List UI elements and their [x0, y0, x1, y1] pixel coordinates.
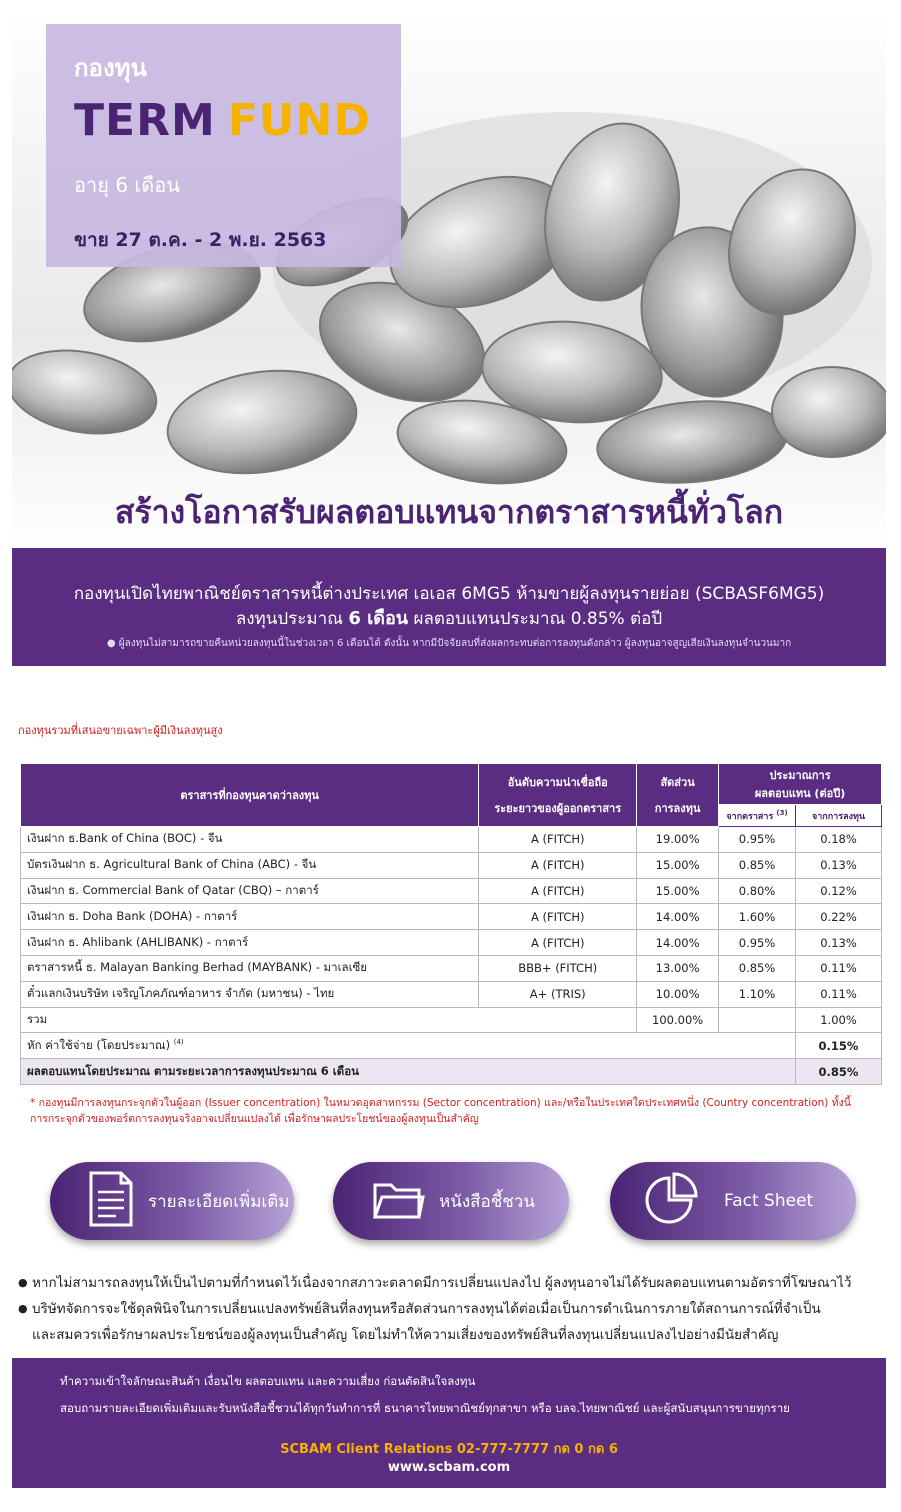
invest-label: ลงทุนประมาณ	[235, 609, 343, 629]
portfolio-table	[20, 763, 882, 1085]
disclaimer-item: ● หากไม่สามารถลงทุนให้เป็นไปตามที่กำหนดไว้เนื่องจากสภาวะตลาดมีการเปลี่ยนแปลงไป ผู้ลงทุนอาจไม่ได้รับผลตอบแทนตามอัตราที่โฆษณาไว้	[18, 1270, 888, 1296]
table-row	[21, 827, 882, 853]
th-from-instrument	[719, 805, 796, 827]
fund-summary-band	[12, 548, 886, 666]
cell-rating: A (FITCH)	[479, 904, 637, 930]
cell-ratio: 14.00%	[637, 904, 719, 930]
pie-chart-icon	[644, 1172, 698, 1230]
return-label: ผลตอบแทนประมาณ	[413, 609, 566, 629]
cell-rating: BBB+ (FITCH)	[479, 955, 637, 981]
th-ratio	[637, 764, 719, 827]
total-label: รวม	[21, 1007, 637, 1033]
th-rating	[479, 764, 637, 827]
th-return	[719, 764, 882, 805]
expense-label-cell	[21, 1033, 796, 1059]
final-return-row	[21, 1059, 882, 1085]
details-button[interactable]	[50, 1162, 294, 1240]
th-from-instrument-note: (3)	[776, 808, 788, 817]
table-row	[21, 930, 882, 956]
fund-age: อายุ 6 เดือน	[74, 173, 180, 197]
cell-name: เงินฝาก ธ. Commercial Bank of Qatar (CBQ) – กาตาร์	[21, 878, 479, 904]
cell-ratio: 15.00%	[637, 852, 719, 878]
cell-ratio: 15.00%	[637, 878, 719, 904]
expense-row	[21, 1033, 882, 1059]
cell-return-fund: 0.13%	[796, 852, 882, 878]
invest-duration: 6 เดือน	[348, 608, 409, 629]
concentration-footnote: * กองทุนมีการลงทุนกระจุกตัวในผู้ออก (Issuer concentration) ในหมวดอุตสาหกรรม (Sector concentration) และ/หรือในประเทศใดประเทศหนึ่ง (Country concentration) ทั้งนี้ การกระจุกตัวของพอร์ตการลงทุนจริงอาจเปลี่ยนแปลงได้ เพื่อรักษาผลประโยชน์ของผู้ลงทุนเป็นสำคัญ	[30, 1097, 851, 1125]
th-return-line1: ประมาณการ	[769, 769, 831, 782]
return-value: 0.85% ต่อปี	[570, 609, 663, 629]
cell-name: เงินฝาก ธ. Ahlibank (AHLIBANK) - กาตาร์	[21, 930, 479, 956]
cell-return-fund: 0.12%	[796, 878, 882, 904]
details-button-label: รายละเอียดเพิ่มเติม	[148, 1191, 290, 1212]
th-from-fund: จากการลงทุน	[796, 805, 882, 827]
high-net-worth-note: กองทุนรวมที่เสนอขายเฉพาะผู้มีเงินลงทุนสูง	[18, 724, 223, 737]
fund-full-name: กองทุนเปิดไทยพาณิชย์ตราสารหนี้ต่างประเทศ เอเอส 6MG5 ห้ามขายผู้ลงทุนรายย่อย (SCBASF6MG5)	[73, 584, 825, 604]
expense-note: (4)	[173, 1037, 184, 1046]
cell-name: บัตรเงินฝาก ธ. Agricultural Bank of China (ABC) - จีน	[21, 852, 479, 878]
footer-contact[interactable]: SCBAM Client Relations 02-777-7777 กด 0 กด 6	[280, 1442, 618, 1457]
document-icon	[88, 1170, 134, 1232]
cell-return-instrument: 0.85%	[719, 955, 796, 981]
table-row	[21, 852, 882, 878]
fund-title-box	[46, 24, 401, 267]
th-ratio-line1: สัดส่วน	[660, 776, 695, 789]
fund-name	[74, 95, 373, 147]
expense-value: 0.15%	[796, 1033, 882, 1059]
disclaimer-item-continued	[18, 1322, 888, 1348]
table-row	[21, 904, 882, 930]
th-instrument: ตราสารที่กองทุนคาดว่าลงทุน	[21, 764, 479, 827]
cell-return-instrument: 0.95%	[719, 930, 796, 956]
cell-rating: A (FITCH)	[479, 852, 637, 878]
cell-return-fund: 0.22%	[796, 904, 882, 930]
th-rating-line2: ระยะยาวของผู้ออกตราสาร	[494, 802, 622, 815]
folder-icon	[373, 1177, 425, 1225]
th-rating-line1: อันดับความน่าเชื่อถือ	[507, 776, 608, 789]
table-row	[21, 981, 882, 1007]
headline: สร้างโอกาสรับผลตอบแทนจากตราสารหนี้ทั่วโลก	[114, 493, 784, 531]
cell-ratio: 19.00%	[637, 827, 719, 853]
footer-risk-note: ทำความเข้าใจลักษณะสินค้า เงื่อนไข ผลตอบแทน และความเสี่ยง ก่อนตัดสินใจลงทุน	[60, 1374, 476, 1388]
prospectus-button[interactable]	[333, 1162, 569, 1240]
cell-name: ตราสารหนี้ ธ. Malayan Banking Berhad (MAYBANK) - มาเลเซีย	[21, 955, 479, 981]
expense-label: หัก ค่าใช้จ่าย (โดยประมาณ)	[27, 1037, 171, 1052]
cell-return-fund: 0.13%	[796, 930, 882, 956]
cell-name: ตั๋วแลกเงินบริษัท เจริญโภคภัณฑ์อาหาร จำกัด (มหาชน) - ไทย	[21, 981, 479, 1007]
th-ratio-line2: การลงทุน	[654, 802, 701, 815]
fund-term-return	[12, 606, 886, 632]
cell-rating: A (FITCH)	[479, 827, 637, 853]
cell-ratio: 14.00%	[637, 930, 719, 956]
footer	[12, 1358, 886, 1488]
cell-return-instrument: 0.80%	[719, 878, 796, 904]
table-row	[21, 955, 882, 981]
table-row	[21, 878, 882, 904]
disclaimer-list	[18, 1270, 888, 1348]
fund-word: FUND	[227, 95, 371, 146]
footer-inquiry-note: สอบถามรายละเอียดเพิ่มเติมและรับหนังสือชี้ชวนได้ทุกวันทำการที่ ธนาคารไทยพาณิชย์ทุกสาขา หรือ บลจ.ไทยพาณิชย์ และผู้สนับสนุนการขายทุกราย	[60, 1401, 790, 1415]
hero-banner	[12, 12, 886, 548]
total-empty-cell	[719, 1007, 796, 1033]
band-warning-note: ● ผู้ลงทุนไม่สามารถขายคืนหน่วยลงทุนนี้ในช่วงเวลา 6 เดือนได้ ดังนั้น หากมีปัจจัยลบที่ส่งผลกระทบต่อการลงทุนดังกล่าว ผู้ลงทุนอาจสูญเสียเงินลงทุนจำนวนมาก	[106, 638, 792, 649]
cell-return-fund: 0.18%	[796, 827, 882, 853]
total-return: 1.00%	[796, 1007, 882, 1033]
total-ratio: 100.00%	[637, 1007, 719, 1033]
cell-return-fund: 0.11%	[796, 955, 882, 981]
final-value: 0.85%	[796, 1059, 882, 1085]
factsheet-button[interactable]	[610, 1162, 856, 1240]
cell-rating: A (FITCH)	[479, 930, 637, 956]
cell-return-instrument: 0.85%	[719, 852, 796, 878]
cell-rating: A (FITCH)	[479, 878, 637, 904]
cell-ratio: 10.00%	[637, 981, 719, 1007]
cell-ratio: 13.00%	[637, 955, 719, 981]
cell-return-instrument: 1.60%	[719, 904, 796, 930]
prospectus-button-label: หนังสือชี้ชวน	[439, 1191, 535, 1212]
cell-return-fund: 0.11%	[796, 981, 882, 1007]
th-from-instrument-label: จากตราสาร	[726, 811, 774, 822]
cell-rating: A+ (TRIS)	[479, 981, 637, 1007]
cell-name: เงินฝาก ธ.Bank of China (BOC) - จีน	[21, 827, 479, 853]
sale-period: ขาย 27 ต.ค. - 2 พ.ย. 2563	[74, 229, 327, 251]
cell-return-instrument: 1.10%	[719, 981, 796, 1007]
final-label: ผลตอบแทนโดยประมาณ ตามระยะเวลาการลงทุนประมาณ 6 เดือน	[21, 1059, 796, 1085]
th-return-line2: ผลตอบแทน (ต่อปี)	[754, 787, 846, 800]
fund-label: กองทุน	[74, 54, 147, 82]
disclaimer-item-continued-text: และสมควรเพื่อรักษาผลประโยชน์ของผู้ลงทุนเป็นสำคัญ โดยไม่ทำให้ความเสี่ยงของทรัพย์สินที่ลงทุนเปลี่ยนแปลงไปอย่างมีนัยสำคัญ	[32, 1327, 779, 1343]
footer-website-link[interactable]: www.scbam.com	[387, 1460, 511, 1475]
term-word: TERM	[74, 95, 216, 146]
total-row	[21, 1007, 882, 1033]
factsheet-button-label: Fact Sheet	[724, 1191, 814, 1211]
disclaimer-item: ● บริษัทจัดการจะใช้ดุลพินิจในการเปลี่ยนแปลงทรัพย์สินที่ลงทุนหรือสัดส่วนการลงทุนได้ต่อเมื่อเป็นการดำเนินการภายใต้สถานการณ์ที่จำเป็น	[18, 1296, 888, 1322]
cell-name: เงินฝาก ธ. Doha Bank (DOHA) - กาตาร์	[21, 904, 479, 930]
cell-return-instrument: 0.95%	[719, 827, 796, 853]
